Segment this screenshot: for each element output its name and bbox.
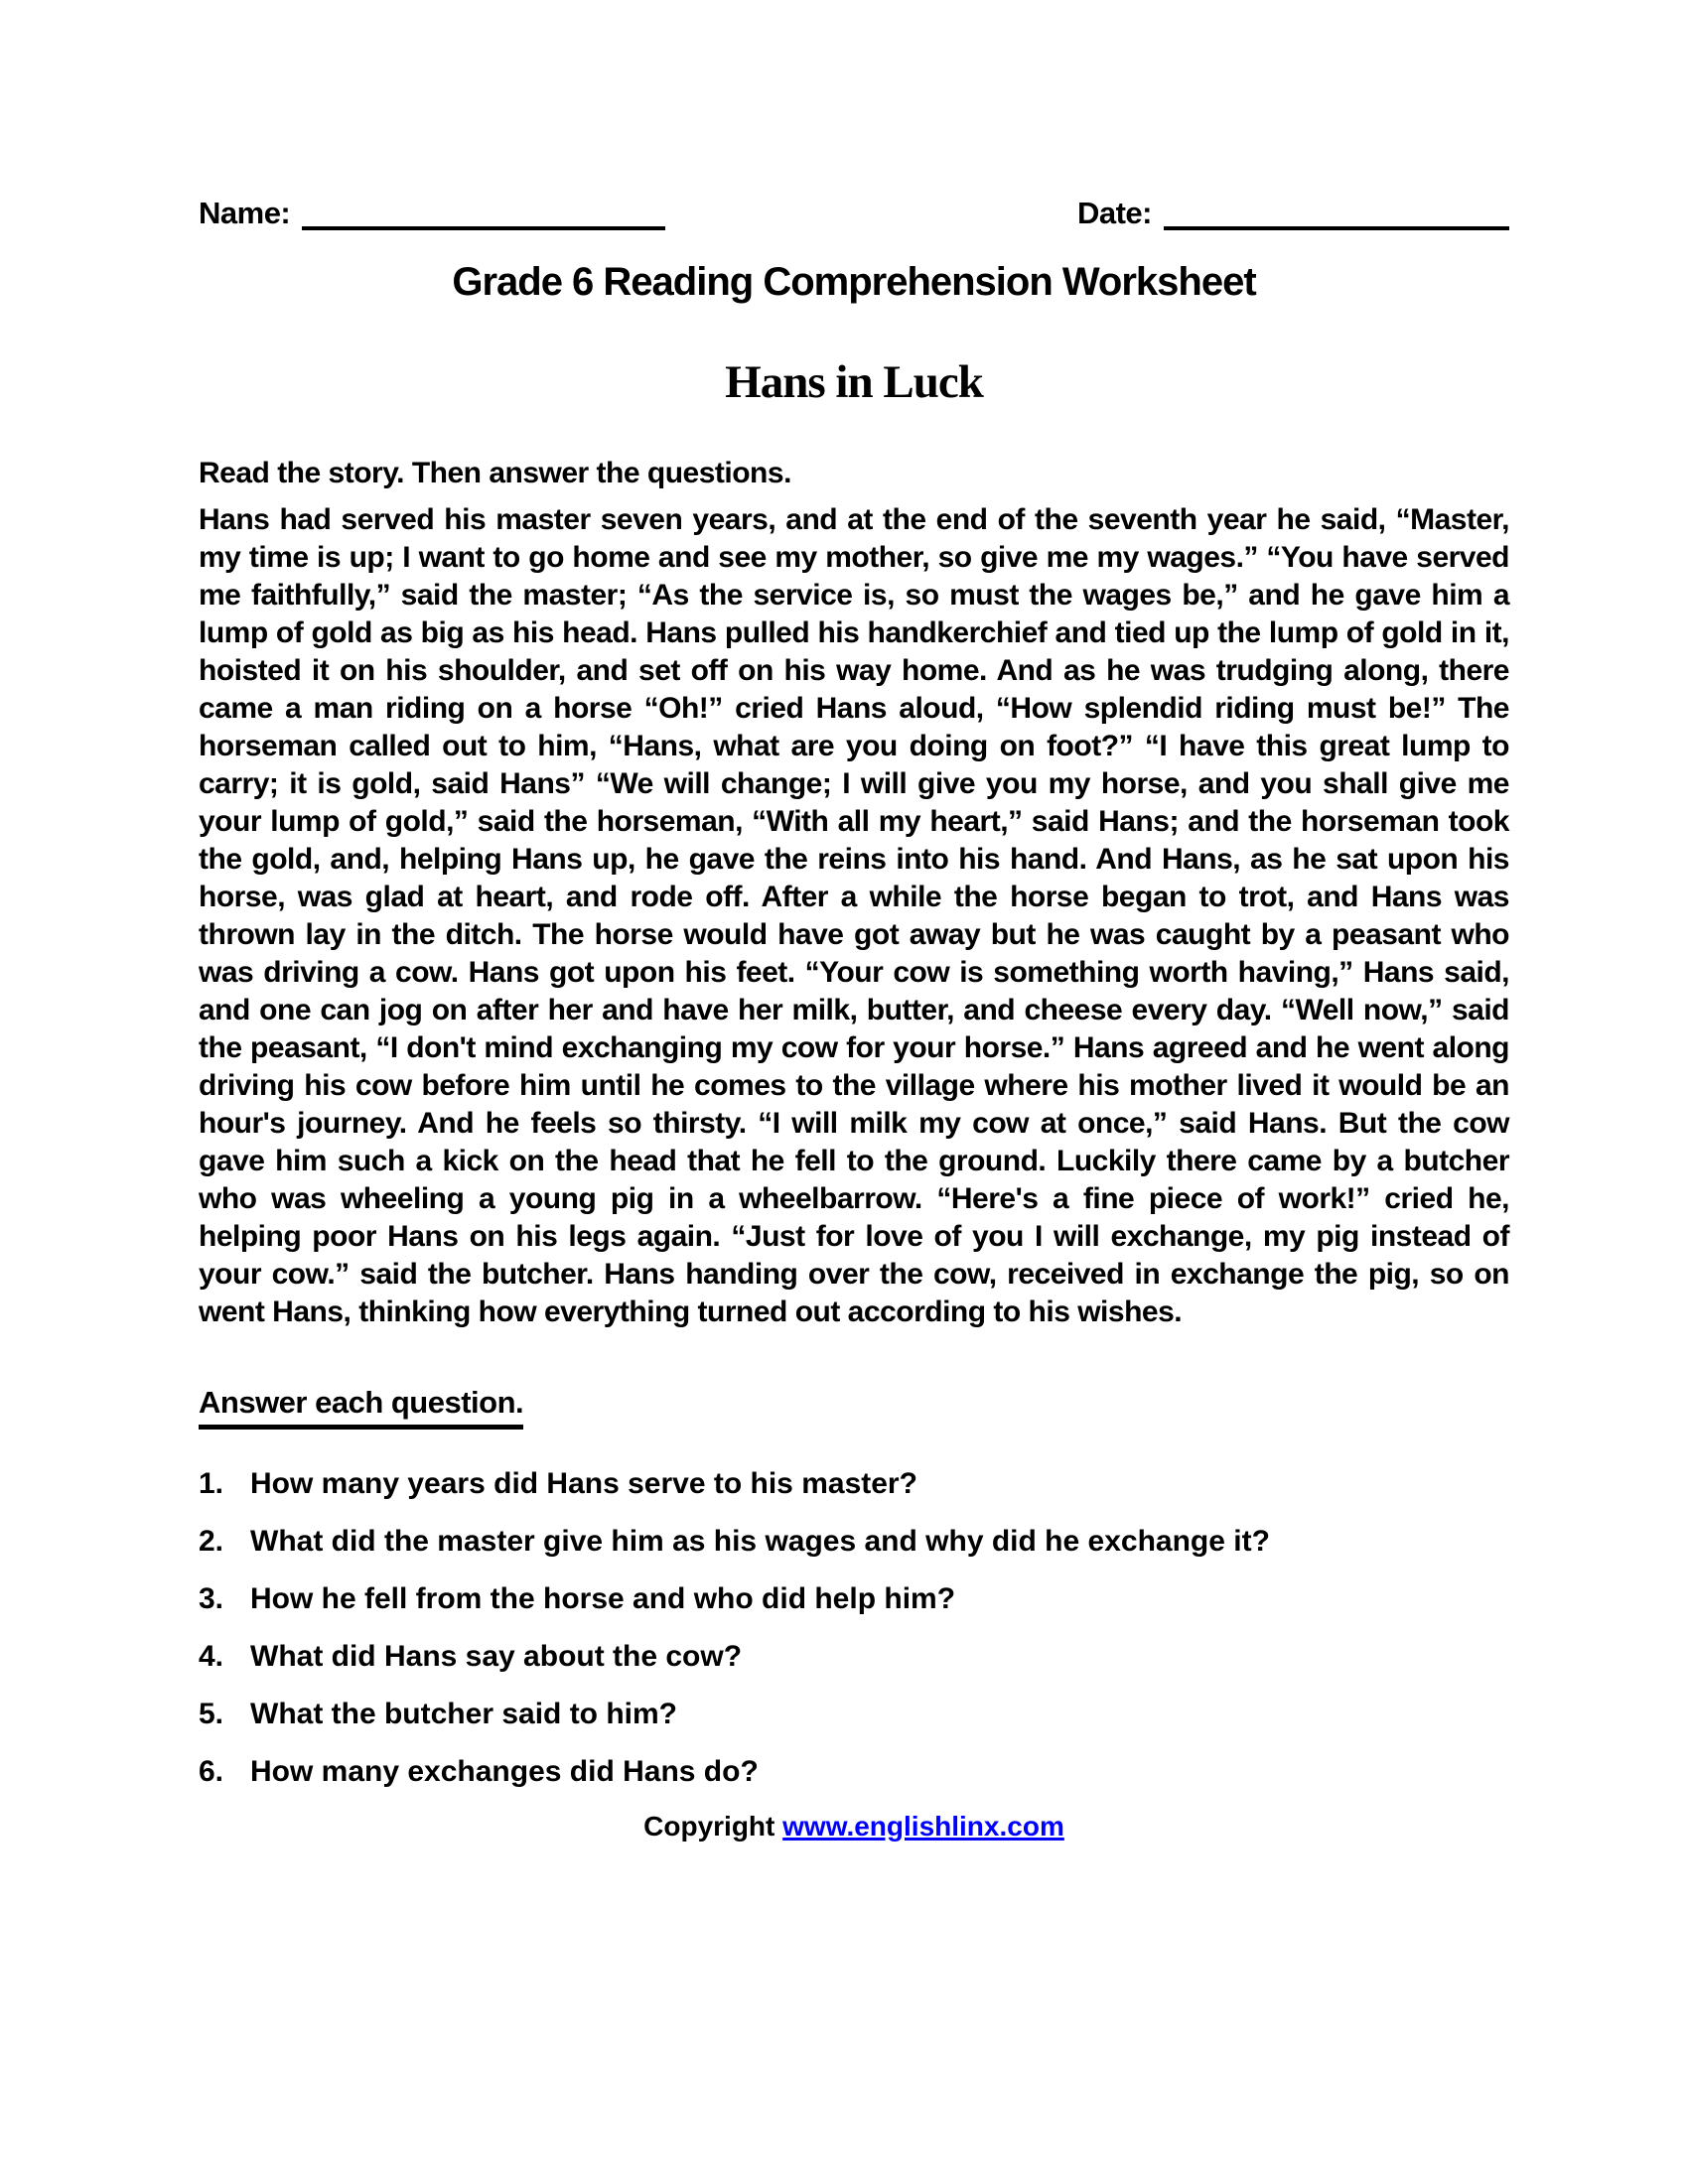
question-text: What did Hans say about the cow?: [250, 1639, 743, 1673]
question-item-5: [199, 1696, 1509, 1733]
question-number: 6.: [199, 1754, 224, 1788]
worksheet-title: Grade 6 Reading Comprehension Worksheet: [452, 260, 1256, 304]
name-blank-line[interactable]: [302, 197, 665, 230]
header-row: [199, 0, 1509, 230]
question-text: How he fell from the horse and who did help him?: [250, 1581, 956, 1615]
copyright-label: Copyright: [643, 1810, 775, 1842]
question-number: 2.: [199, 1524, 224, 1558]
date-label: Date:: [1076, 196, 1152, 230]
question-item-1: [199, 1465, 1509, 1503]
question-item-4: [199, 1638, 1509, 1676]
instructions-text: Read the story. Then answer the questions.: [199, 456, 791, 489]
name-field: [199, 197, 665, 230]
answer-section-heading: [199, 1385, 1509, 1430]
question-text: What did the master give him as his wages and why did he exchange it?: [250, 1524, 1270, 1558]
question-number: 3.: [199, 1581, 224, 1615]
story-title: Hans in Luck: [725, 356, 983, 408]
question-number: 4.: [199, 1639, 224, 1673]
story-paragraph: Hans had served his master seven years, and at the end of the seventh year he said, “Master, my time is up; I want to go home and see my mother, so give me my wages.” “You have served me faithfully,” said the master; “As the service is, so must the wages be,” and he gave him a lump of gold as big as his head. Hans pulled his handkerchief and tied up the lump of gold in it, hoisted it on his shoulder, and set off on his way home. And as he was trudging along, there came a man riding on a horse “Oh!” cried Hans aloud, “How splendid riding must be!” The horseman called out to him, “Hans, what are you doing on foot?” “I have this great lump to carry; it is gold, said Hans” “We will change; I will give you my horse, and you shall give me your lump of gold,” said the horseman, “With all my heart,” said Hans; and the horseman took the gold, and, helping Hans up, he gave the reins into his hand. And Hans, as he sat upon his horse, was glad at heart, and rode off. After a while the horse began to trot, and Hans was thrown lay in the ditch. The horse would have got away but he was caught by a peasant who was driving a cow. Hans got upon his feet. “Your cow is something worth having,” Hans said, and one can jog on after her and have her milk, butter, and cheese every day. “Well now,” said the peasant, “I don't mind exchanging my cow for your horse.” Hans agreed and he went along driving his cow before him until he comes to the village where his mother lived it would be an hour's journey. And he feels so thirsty. “I will milk my cow at once,” said Hans. But the cow gave him such a kick on the head that he fell to the ground. Luckily there came by a butcher who was wheeling a young pig in a wheelbarrow. “Here's a fine piece of work!” cried he, helping poor Hans on his legs again. “Just for love of you I will exchange, my pig instead of your cow.” said the butcher. Hans handing over the cow, received in exchange the pig, so on went Hans, thinking how everything turned out according to his wishes.: [199, 502, 1509, 1328]
answer-heading-text: Answer each question.: [199, 1385, 523, 1430]
date-field: [1077, 197, 1509, 230]
question-text: How many years did Hans serve to his master?: [250, 1466, 917, 1500]
englishlinx-link[interactable]: www.englishlinx.com: [782, 1810, 1064, 1842]
copyright-footer: [199, 1811, 1509, 1843]
question-number: 5.: [199, 1697, 224, 1730]
question-item-6: [199, 1753, 1509, 1791]
question-list: [199, 1465, 1509, 1791]
question-text: How many exchanges did Hans do?: [250, 1754, 759, 1788]
question-item-3: [199, 1580, 1509, 1618]
question-item-2: [199, 1523, 1509, 1561]
question-text: What the butcher said to him?: [250, 1697, 678, 1730]
name-label: Name:: [199, 196, 291, 230]
question-number: 1.: [199, 1466, 224, 1500]
date-blank-line[interactable]: [1164, 197, 1509, 230]
